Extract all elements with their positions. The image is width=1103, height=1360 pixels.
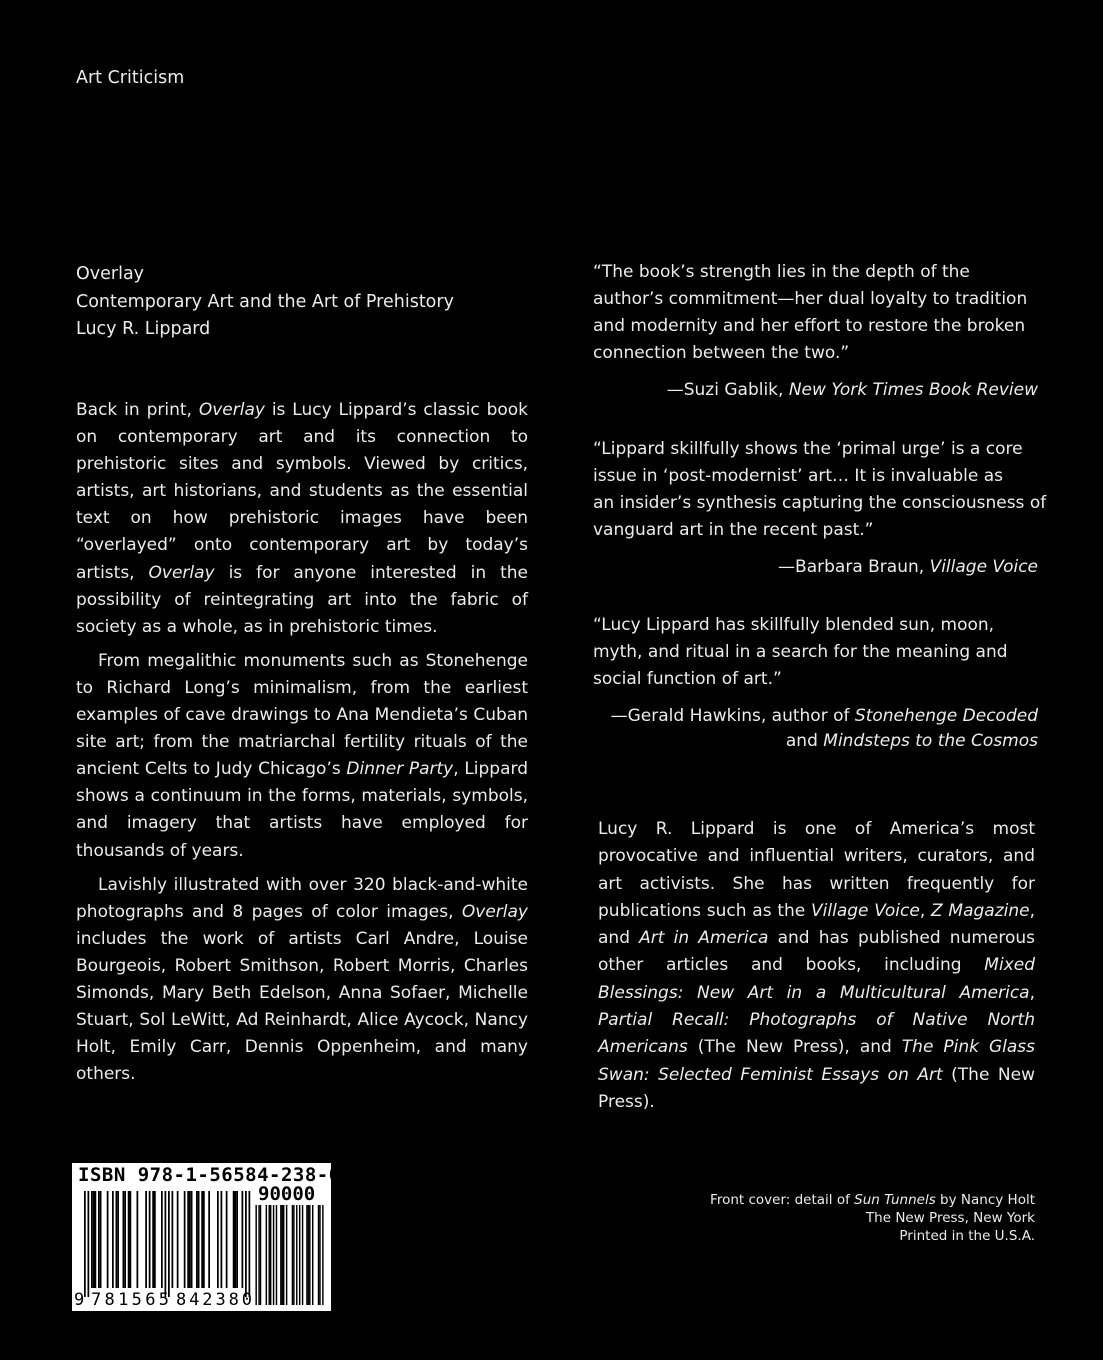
text-run: , and xyxy=(598,900,1036,949)
text-run: Back in print, xyxy=(76,400,199,420)
addon-bars xyxy=(255,1205,323,1305)
quote-text xyxy=(593,612,1038,693)
quote-line: social function of art.” xyxy=(593,669,782,689)
barcode-bar xyxy=(112,1191,114,1288)
quote-line: an insider’s synthesis capturing the consciousness of xyxy=(593,493,1047,513)
attribution-name: —Gerald Hawkins, author of xyxy=(610,706,855,726)
barcode-bar xyxy=(233,1191,235,1288)
addon-bar xyxy=(283,1205,284,1305)
attribution-source: New York Times Book Review xyxy=(788,380,1038,400)
italic-run: The Pink Glass Swan: Selected Feminist Essays on Art xyxy=(598,1037,1036,1085)
barcode-bar xyxy=(116,1191,118,1288)
barcode-bar xyxy=(145,1191,147,1288)
addon-bar xyxy=(309,1205,310,1305)
barcode-bar xyxy=(93,1191,95,1288)
barcode-guard-bar xyxy=(165,1191,167,1297)
barcode-bar xyxy=(117,1191,119,1288)
addon-bar xyxy=(280,1205,281,1305)
text-run: includes the work of artists Carl Andre, Louise Bourgeois, Robert Smithson, Robert Morris, Charles Simonds, Mary Beth Edelson, Anna Sofaer, Michelle Stuart, Sol LeWitt, Ad Reinhardt, Alice Aycock, Nancy Holt, Emily Carr, Dennis Oppenheim, and many others. xyxy=(76,928,528,1085)
addon-bar xyxy=(269,1205,270,1305)
attribution-source: Stonehenge Decoded xyxy=(854,706,1038,726)
book-title: Overlay xyxy=(76,264,145,284)
addon-bar xyxy=(266,1205,267,1305)
printed-line: Printed in the U.S.A. xyxy=(899,1228,1035,1244)
italic-run: Partial Recall: Photographs of Native North Americans xyxy=(598,1010,1035,1058)
italic-run: Art in America xyxy=(639,928,769,949)
barcode-bar xyxy=(242,1191,244,1288)
attribution-source: Village Voice xyxy=(929,557,1038,577)
isbn-label: ISBN 978-1-56584-238-0 xyxy=(78,1164,341,1186)
addon-bar xyxy=(293,1205,294,1305)
barcode-bar xyxy=(191,1191,193,1288)
quote-text xyxy=(593,259,1038,367)
book-info xyxy=(76,261,454,344)
barcode-bar xyxy=(137,1191,139,1288)
barcode-bar xyxy=(196,1191,198,1288)
barcode-guard-bar xyxy=(249,1191,251,1297)
attribution-line xyxy=(593,704,1038,729)
publisher-line: The New Press, New York xyxy=(865,1210,1035,1226)
book-description xyxy=(76,397,528,1095)
text-run: , xyxy=(1029,982,1035,1003)
quote-line: author’s commitment—her dual loyalty to tradition xyxy=(593,289,1028,309)
barcode-bar xyxy=(226,1191,228,1288)
barcode-bar xyxy=(217,1191,219,1288)
attribution-name: —Suzi Gablik, xyxy=(666,380,789,400)
addon-bar xyxy=(282,1205,283,1305)
book-author: Lucy R. Lippard xyxy=(76,319,211,339)
barcode-bar xyxy=(95,1191,97,1288)
cover-credit xyxy=(710,1191,1035,1209)
barcode-bar xyxy=(161,1191,163,1288)
barcode-bar xyxy=(107,1191,109,1288)
barcode-digit-first: 9 xyxy=(74,1290,85,1310)
addon-bar xyxy=(299,1205,300,1305)
addon-bar xyxy=(273,1205,274,1305)
barcode-bar xyxy=(172,1191,174,1288)
addon-bar xyxy=(312,1205,313,1305)
description-paragraph-3 xyxy=(76,872,528,1089)
barcode-bar xyxy=(184,1191,186,1288)
barcode-bar xyxy=(130,1191,132,1288)
text-run: is Lucy Lippard’s classic book on contemporary art and its connection to prehistoric sites and symbols. Viewed by critics, artists, art historians, and students as the essential text on how prehistoric images have been “overlayed” onto contemporary art by today’s artists, xyxy=(76,400,528,583)
quote-line: “Lucy Lippard has skillfully blended sun, moon, xyxy=(593,615,995,635)
text-run: , Lippard shows a continuum in the forms, materials, symbols, and imagery that artists have employed for thousands of years. xyxy=(76,759,528,861)
text-run: Lavishly illustrated with over 320 black-and-white photographs and 8 pages of color images, xyxy=(76,874,528,922)
ean-bars xyxy=(84,1191,250,1297)
italic-run: Dinner Party xyxy=(346,759,454,780)
barcode-digits-right: 842380 xyxy=(176,1290,252,1310)
price-code: 90000 xyxy=(258,1183,316,1205)
addon-bar xyxy=(255,1205,256,1305)
text-run: is for anyone interested in the possibility of reintegrating art into the fabric of society as a whole, as in prehistoric times. xyxy=(76,562,528,637)
barcode-bar xyxy=(98,1191,100,1288)
addon-bar xyxy=(302,1205,303,1305)
italic-run: Village Voice xyxy=(811,900,920,921)
text-run: (The New Press), and xyxy=(687,1037,902,1058)
barcode-digits-left: 781565 xyxy=(91,1290,169,1310)
text-run: by Nancy Holt xyxy=(935,1192,1035,1208)
italic-run: Overlay xyxy=(198,400,265,420)
barcode-guard-bar xyxy=(245,1191,247,1297)
text-run: Front cover: detail of xyxy=(710,1192,855,1208)
barcode-guard-bar xyxy=(84,1191,86,1297)
quote-line: vanguard art in the recent past.” xyxy=(593,520,874,540)
category-label: Art Criticism xyxy=(76,68,185,88)
barcode-bar xyxy=(100,1191,102,1288)
addon-bar xyxy=(258,1205,259,1305)
text-run: (The New Press). xyxy=(598,1064,1036,1112)
barcode-bar xyxy=(187,1191,189,1288)
addon-bar xyxy=(286,1205,287,1305)
attribution-connector: and xyxy=(785,730,824,751)
addon-bar xyxy=(260,1205,261,1305)
book-subtitle: Contemporary Art and the Art of Prehistory xyxy=(76,291,454,312)
attribution-source: Mindsteps to the Cosmos xyxy=(823,730,1038,751)
addon-bar xyxy=(318,1205,319,1305)
addon-bar xyxy=(296,1205,297,1305)
barcode-bar xyxy=(208,1191,210,1288)
barcode-graphic xyxy=(72,1163,331,1311)
review-quote xyxy=(593,612,1038,753)
barcode-bar xyxy=(189,1191,191,1288)
quote-text xyxy=(593,436,1047,544)
quote-attribution xyxy=(593,555,1038,580)
barcode-bar xyxy=(203,1191,205,1288)
barcode-guard-bar xyxy=(168,1191,170,1297)
barcode-bar xyxy=(154,1191,156,1288)
description-paragraph-1 xyxy=(76,397,528,641)
italic-run: Sun Tunnels xyxy=(854,1192,936,1208)
italic-run: Mixed Blessings: New Art in a Multicultural America xyxy=(598,955,1035,1003)
addon-bar xyxy=(322,1205,323,1305)
quote-line: myth, and ritual in a search for the meaning and xyxy=(593,642,1008,662)
addon-bar xyxy=(308,1205,309,1305)
quote-line: issue in ‘post-modernist’ art… It is invaluable as xyxy=(593,466,1004,486)
barcode-bar xyxy=(152,1191,154,1288)
quote-line: connection between the two.” xyxy=(593,343,850,363)
barcode-bar xyxy=(221,1191,223,1288)
barcode-bar xyxy=(201,1191,203,1288)
italic-run: Overlay xyxy=(461,901,528,922)
addon-bar xyxy=(306,1205,307,1305)
barcode-bar xyxy=(124,1191,126,1288)
barcode-bar xyxy=(123,1191,125,1288)
barcode xyxy=(72,1163,341,1311)
addon-bar xyxy=(319,1205,320,1305)
addon-bar xyxy=(276,1205,277,1305)
barcode-guard-bar xyxy=(88,1191,90,1297)
barcode-bar xyxy=(149,1191,151,1288)
description-paragraph-2 xyxy=(76,648,528,865)
text-run: , xyxy=(919,900,932,921)
attribution-line xyxy=(593,729,1038,754)
barcode-bar xyxy=(177,1191,179,1288)
italic-run: Z Magazine xyxy=(931,900,1030,921)
text-run: Lucy R. Lippard is one of America’s most provocative and influential writers, curators, and art activists. She has written frequently for publications such as the xyxy=(598,819,1035,921)
italic-run: Overlay xyxy=(148,562,215,583)
barcode-bar xyxy=(91,1191,93,1288)
review-quote xyxy=(593,436,1047,580)
barcode-bar xyxy=(235,1191,237,1288)
review-quote xyxy=(593,259,1038,403)
author-bio xyxy=(598,816,1035,1116)
colophon xyxy=(710,1191,1035,1245)
barcode-bar xyxy=(236,1191,238,1288)
barcode-bar xyxy=(128,1191,130,1288)
addon-bar xyxy=(292,1205,293,1305)
quote-line: and modernity and her effort to restore the broken xyxy=(593,316,1026,336)
quote-line: “Lippard skillfully shows the ‘primal urge’ is a core xyxy=(593,439,1023,459)
quote-line: “The book’s strength lies in the depth of the xyxy=(593,262,970,282)
attribution-name: —Barbara Braun, xyxy=(778,557,930,577)
text-run: From megalithic monuments such as Stonehenge to Richard Long’s minimalism, from the earliest examples of cave drawings to Ana Mendieta’s Cuban site art; from the matriarchal fertility rituals of the ancient Celts to Judy Chicago’s xyxy=(76,650,528,780)
text-run: and has published numerous other articles and books, including xyxy=(598,928,1036,976)
quote-attribution xyxy=(593,378,1038,403)
barcode-bar xyxy=(198,1191,200,1288)
addon-bar xyxy=(270,1205,271,1305)
quote-attribution xyxy=(593,704,1038,753)
